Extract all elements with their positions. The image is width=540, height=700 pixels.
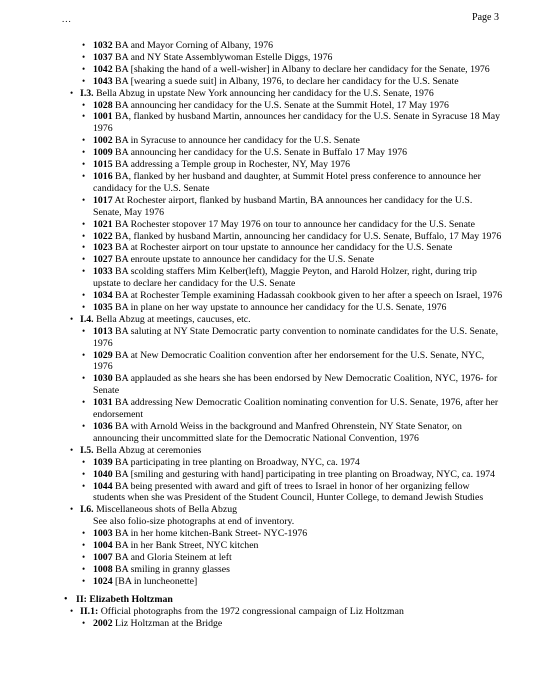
item-text: BA with Arnold Weiss in the background and Manfred Ohrenstein, NY State Senator, on announcing their uncommitted slate for the Democratic National Convention, 1976: [93, 421, 462, 444]
photo-item: [0, 576, 503, 588]
photo-item: [0, 219, 503, 231]
item-code: 1039: [93, 456, 113, 468]
bullet-icon: •: [70, 444, 74, 455]
bullet-icon: •: [70, 504, 74, 515]
photo-item: [0, 540, 503, 552]
item-code: I.3.: [80, 87, 94, 99]
bullet-icon: •: [82, 111, 86, 122]
photo-item: [0, 52, 503, 64]
item-text: BA in plane on her way upstate to announce her candidacy for the U.S. Senate, 1976: [115, 301, 447, 313]
photo-item: [0, 326, 503, 350]
item-text: BA in her Bank Street, NYC kitchen: [115, 540, 259, 552]
item-code: 1004: [93, 540, 113, 552]
bullet-icon: •: [82, 230, 86, 241]
bullet-icon: •: [82, 147, 86, 158]
photo-item: [0, 457, 503, 469]
bullet-icon: •: [70, 605, 74, 616]
note-line: [0, 516, 540, 528]
photo-item: [0, 618, 503, 630]
bullet-icon: •: [82, 266, 86, 277]
item-code: 1028: [93, 99, 113, 111]
photo-item: [0, 147, 503, 159]
bullet-icon: •: [82, 194, 86, 205]
bullet-icon: •: [82, 63, 86, 74]
subseries-item: [0, 88, 510, 100]
item-text: BA announcing her candidacy for the U.S. Senate in Buffalo 17 May 1976: [115, 147, 408, 159]
item-text: [BA in luncheonette]: [115, 575, 198, 587]
item-text: BA smiling in granny glasses: [115, 563, 230, 575]
bullet-icon: •: [82, 421, 86, 431]
item-code: 1001: [93, 111, 113, 123]
corner-ellipsis: ...: [62, 14, 72, 24]
item-text: Bella Abzug in upstate New York announcing her candidacy for the U.S. Senate, 1976: [96, 87, 434, 99]
item-text: BA [shaking the hand of a well-wisher] in Albany to declare her candidacy for the Senate, 1976: [115, 63, 490, 75]
item-code: 1023: [93, 242, 113, 254]
photo-item: [0, 254, 503, 266]
photo-item: [0, 481, 503, 505]
subseries-item: [0, 314, 510, 326]
item-text: Bella Abzug at ceremonies: [96, 444, 202, 456]
item-code: 1040: [93, 468, 113, 480]
item-text: Miscellaneous shots of Bella Abzug: [96, 504, 238, 516]
bullet-icon: •: [82, 575, 86, 586]
photo-item: [0, 350, 503, 374]
item-code: I.4.: [80, 313, 94, 325]
item-code: 1042: [93, 63, 113, 75]
item-code: 1013: [93, 325, 113, 337]
photo-item: [0, 159, 503, 171]
bullet-icon: •: [82, 40, 86, 50]
item-text: See also folio-size photographs at end of inventory.: [93, 516, 295, 528]
item-text: BA applauded as she hears she has been endorsed by New Democratic Coalition, NYC, 1976- for Senate: [93, 373, 498, 397]
item-code: 1031: [93, 397, 113, 409]
photo-item: [0, 40, 503, 52]
item-text: BA scolding staffers Mim Kelber(left), Maggie Peyton, and Harold Holzer, right, during trip upstate to declare her candidacy for the U.S. Senate: [93, 266, 477, 290]
item-code: II.1:: [80, 605, 99, 617]
photo-item: [0, 397, 503, 421]
photo-item: [0, 135, 503, 147]
bullet-icon: •: [82, 159, 86, 170]
subseries-item: [0, 504, 510, 516]
page-number: Page 3: [472, 12, 499, 23]
series-heading: [0, 594, 540, 606]
bullet-icon: •: [82, 540, 86, 551]
item-code: 1009: [93, 147, 113, 159]
bullet-icon: •: [82, 373, 86, 384]
bullet-icon: •: [82, 325, 86, 336]
item-text: BA and Gloria Steinem at left: [115, 551, 232, 563]
item-text: Liz Holtzman at the Bridge: [115, 617, 223, 629]
item-text: BA at Rochester airport on tour upstate to announce her candidacy for the U.S. Senate: [115, 242, 453, 254]
bullet-icon: •: [82, 290, 86, 301]
item-text: BA participating in tree planting on Broadway, NYC, ca. 1974: [115, 456, 360, 468]
bullet-icon: •: [82, 242, 86, 253]
item-code: 1033: [93, 266, 113, 278]
item-text: BA Rochester stopover 17 May 1976 on tour to announce her candidacy for the U.S. Senate: [115, 218, 475, 230]
bullet-icon: •: [82, 528, 86, 539]
bullet-icon: •: [82, 551, 86, 562]
item-code: 1029: [93, 349, 113, 361]
item-code: 1008: [93, 563, 113, 575]
bullet-icon: •: [82, 135, 86, 146]
bullet-icon: •: [82, 51, 86, 62]
photo-item: [0, 552, 503, 564]
photo-item: [0, 528, 503, 540]
bullet-icon: •: [82, 301, 86, 312]
bullet-icon: •: [82, 254, 86, 265]
photo-item: [0, 290, 503, 302]
bullet-icon: •: [82, 456, 86, 467]
subseries-item: [0, 445, 510, 457]
bullet-icon: •: [82, 397, 86, 408]
item-code: 1016: [93, 170, 113, 182]
item-code: 1007: [93, 551, 113, 563]
bullet-icon: •: [82, 480, 86, 491]
item-text: BA [smiling and gesturing with hand] participating in tree planting on Broadway, NYC, ca. 1974: [115, 468, 496, 480]
item-text: BA addressing a Temple group in Rochester, NY, May 1976: [115, 159, 351, 171]
item-text: BA and Mayor Corning of Albany, 1976: [115, 40, 274, 51]
bullet-icon: •: [82, 468, 86, 479]
item-text: At Rochester airport, flanked by husband Martin, BA announces her candidacy for the U.S. Senate, May 1976: [93, 194, 473, 218]
item-code: I.6.: [80, 504, 94, 516]
subseries-item: [0, 606, 510, 618]
photo-item: [0, 64, 503, 76]
item-code: 1032: [93, 40, 113, 51]
photo-item: [0, 76, 503, 88]
item-code: 1043: [93, 75, 113, 87]
bullet-icon: •: [82, 170, 86, 181]
photo-item: [0, 100, 503, 112]
item-code: 1017: [93, 194, 113, 206]
photo-item: [0, 231, 503, 243]
item-text: BA, flanked by husband Martin, announcing her candidacy for U.S. Senate, Buffalo, 17 May 1976: [115, 230, 502, 242]
photo-item: [0, 564, 503, 576]
item-code: I.5.: [80, 444, 94, 456]
photo-item: [0, 421, 503, 445]
item-text: Bella Abzug at meetings, caucuses, etc.: [96, 313, 251, 325]
item-text: BA, flanked by husband Martin, announces her candidacy for the U.S. Senate in Syracuse 18 May 1976: [93, 111, 501, 135]
item-code: 1022: [93, 230, 113, 242]
item-text: BA being presented with award and gift of trees to Israel in honor of her organizing fellow students when she was President of the Student Council, Hunter College, to demand Jewish Studies: [93, 480, 484, 504]
bullet-icon: •: [70, 313, 74, 324]
item-text: BA in Syracuse to announce her candidacy for the U.S. Senate: [115, 135, 360, 147]
item-text: BA and NY State Assemblywoman Estelle Diggs, 1976: [115, 51, 333, 63]
item-code: 1002: [93, 135, 113, 147]
item-code: 1037: [93, 51, 113, 63]
item-code: 1021: [93, 218, 113, 230]
bullet-icon: •: [82, 563, 86, 574]
bullet-icon: •: [82, 99, 86, 110]
photo-item: [0, 242, 503, 254]
item-text: BA at Rochester Temple examining Hadassah cookbook given to her after a speech on Israel, 1976: [115, 290, 503, 302]
item-code: 1027: [93, 254, 113, 266]
item-text: BA addressing New Democratic Coalition nominating convention for U.S. Senate, 1976, after her endorsement: [93, 397, 499, 421]
item-code: 1035: [93, 301, 113, 313]
item-text: BA announcing her candidacy for the U.S. Senate at the Summit Hotel, 17 May 1976: [115, 99, 449, 111]
item-code: 1044: [93, 480, 113, 492]
item-text: BA at New Democratic Coalition convention after her endorsement for the U.S. Senate, NYC, 1976: [93, 349, 485, 373]
item-code: 2002: [93, 617, 113, 629]
photo-item: [0, 469, 503, 481]
photo-item: [0, 373, 503, 397]
item-code: 1030: [93, 373, 113, 385]
item-text: BA enroute upstate to announce her candidacy for the U.S. Senate: [115, 254, 375, 266]
item-code: 1015: [93, 159, 113, 171]
item-code: II: Elizabeth Holtzman: [76, 593, 173, 605]
bullet-icon: •: [82, 75, 86, 86]
item-text: BA in her home kitchen-Bank Street- NYC-1976: [115, 528, 308, 540]
item-code: 1003: [93, 528, 113, 540]
photo-item: [0, 266, 503, 290]
item-text: BA [wearing a suede suit] in Albany, 1976, to declare her candidacy for the U.S. Senate: [115, 75, 459, 87]
photo-item: [0, 195, 503, 219]
bullet-icon: •: [70, 87, 74, 98]
item-text: Official photographs from the 1972 congressional campaign of Liz Holtzman: [100, 605, 404, 617]
photo-item: [0, 302, 503, 314]
photo-item: [0, 171, 503, 195]
item-text: BA, flanked by her husband and daughter, at Summit Hotel press conference to announce her candidacy for the U.S. Senate: [93, 170, 481, 194]
finding-aid-list: [0, 40, 540, 629]
item-code: 1034: [93, 290, 113, 302]
item-text: BA saluting at NY State Democratic party convention to nominate candidates for the U.S. Senate, 1976: [93, 325, 499, 349]
item-code: 1024: [93, 575, 113, 587]
bullet-icon: •: [82, 218, 86, 229]
bullet-icon: •: [64, 593, 68, 605]
photo-item: [0, 111, 503, 135]
item-code: 1036: [93, 421, 113, 432]
bullet-icon: •: [82, 349, 86, 360]
bullet-icon: •: [82, 617, 86, 628]
